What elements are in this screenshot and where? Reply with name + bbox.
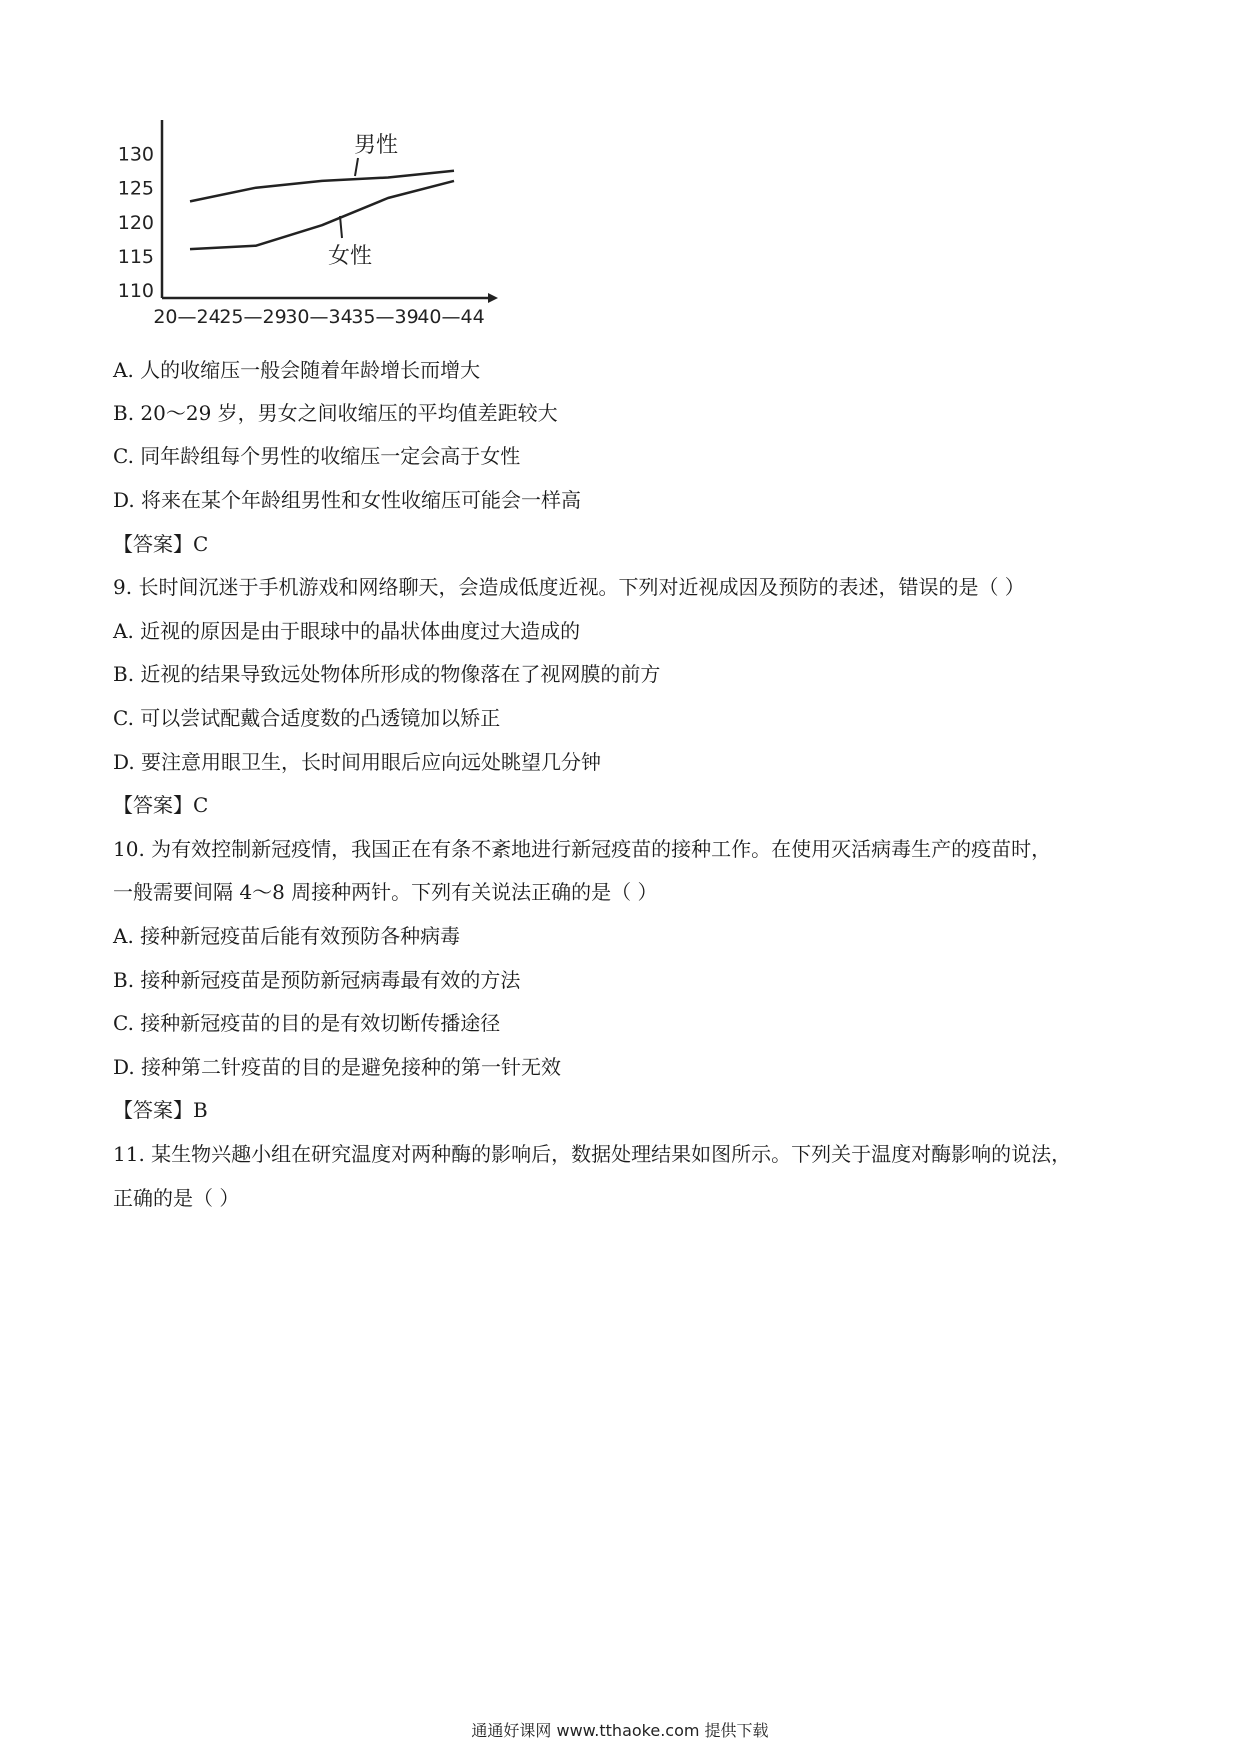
answer-label: 【答案】 (113, 532, 193, 556)
blood-pressure-chart (110, 120, 580, 370)
x-tick-label: 30—34 (285, 306, 353, 328)
q8-option-b: B. 20～29 岁，男女之间收缩压的平均值差距较大 (113, 401, 558, 425)
y-tick-label: 115 (117, 245, 154, 268)
q10-option-b: B. 接种新冠疫苗是预防新冠病毒最有效的方法 (113, 968, 521, 992)
female-leader-line (340, 216, 342, 238)
q10-option-d: D. 接种第二针疫苗的目的是避免接种的第一针无效 (113, 1055, 562, 1079)
y-tick-label: 125 (117, 177, 154, 200)
male-leader-line (355, 158, 358, 176)
q10-option-c: C. 接种新冠疫苗的目的是有效切断传播途径 (113, 1011, 501, 1035)
q11-stem-line1: 11. 某生物兴趣小组在研究温度对两种酶的影响后，数据处理结果如图所示。下列关于温度对酶影响的说法， (113, 1142, 1072, 1166)
q9-option-d: D. 要注意用眼卫生，长时间用眼后应向远处眺望几分钟 (113, 750, 602, 774)
answer-value: C (193, 793, 209, 817)
x-axis-arrow (488, 293, 498, 303)
series-label-male: 男性 (354, 133, 399, 158)
x-tick-label: 40—44 (417, 306, 485, 328)
q9-answer (113, 791, 208, 819)
q11-stem-line2: 正确的是（ ） (113, 1186, 240, 1210)
q8-answer (113, 530, 208, 558)
x-tick-label: 25—29 (219, 306, 287, 328)
q8-option-d: D. 将来在某个年龄组男性和女性收缩压可能会一样高 (113, 488, 582, 512)
page-footer: 通通好课网 www.tthaoke.com 提供下载 (471, 1721, 769, 1740)
q10-stem-line2: 一般需要间隔 4～8 周接种两针。下列有关说法正确的是（ ） (113, 880, 658, 904)
q10-option-a: A. 接种新冠疫苗后能有效预防各种病毒 (113, 924, 461, 948)
answer-label: 【答案】 (113, 793, 193, 817)
q9-option-c: C. 可以尝试配戴合适度数的凸透镜加以矫正 (113, 706, 501, 730)
chart-axes (162, 120, 498, 303)
x-tick-label: 20—24 (153, 306, 221, 328)
q10-answer (113, 1096, 208, 1124)
y-tick-label: 120 (117, 211, 154, 234)
q10-stem-line1: 10. 为有效控制新冠疫情，我国正在有条不紊地进行新冠疫苗的接种工作。在使用灭活病毒生产的疫苗时， (113, 837, 1052, 861)
answer-value: B (193, 1098, 208, 1122)
answer-label: 【答案】 (113, 1098, 193, 1122)
y-tick-label: 130 (117, 143, 154, 166)
q9-stem: 9. 长时间沉迷于手机游戏和网络聊天，会造成低度近视。下列对近视成因及预防的表述，错误的是（ ） (113, 575, 1025, 599)
series-label-female: 女性 (328, 244, 373, 269)
q8-option-a: A. 人的收缩压一般会随着年龄增长而增大 (113, 358, 481, 382)
answer-value: C (193, 532, 209, 556)
y-tick-label: 110 (117, 280, 154, 302)
q9-option-b: B. 近视的结果导致远处物体所形成的物像落在了视网膜的前方 (113, 662, 661, 686)
q8-option-c: C. 同年龄组每个男性的收缩压一定会高于女性 (113, 444, 521, 468)
series-line-female (190, 181, 454, 249)
series-line-male (190, 171, 454, 202)
x-tick-label: 35—39 (351, 306, 419, 328)
q9-option-a: A. 近视的原因是由于眼球中的晶状体曲度过大造成的 (113, 619, 581, 643)
